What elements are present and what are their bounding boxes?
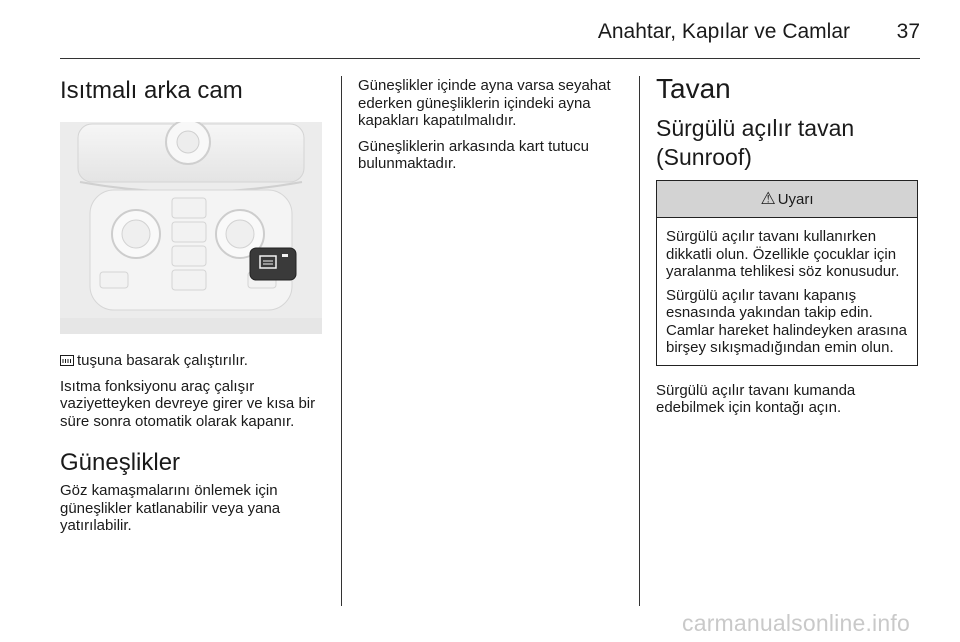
rear-defrost-instruction (60, 352, 324, 370)
warning-title: Uyarı (777, 190, 814, 208)
rear-defrost-text: tuşuna basarak çalıştırılır. (77, 352, 248, 369)
heating-function-text: Isıtma fonksiyonu araç çalışır vaziyetteyken devreye girer ve kısa bir süre sonra otomatik olarak kapanır. (60, 377, 316, 430)
sun-visor-text: Göz kamaşmalarını önlemek için güneşlikler katlanabilir veya yana yatırılabilir. (60, 482, 281, 534)
rear-window-defrost-icon (60, 355, 74, 366)
page-number: 37 (896, 20, 920, 43)
column-divider-2 (639, 76, 640, 606)
card-holder-text: Güneşliklerin arkasında kart tutucu bulunmaktadır. (358, 137, 589, 172)
column-1 (60, 70, 324, 535)
column-2 (358, 77, 620, 173)
watermark: carmanualsonline.info (682, 610, 910, 636)
console-illustration (60, 122, 322, 334)
warning-body (657, 218, 917, 365)
warning-text-1: Sürgülü açılır tavanı kullanırken dikkatli olun. Özellikle çocuklar için yaralanma tehlikesi söz konusudur. (666, 228, 900, 280)
column-divider-1 (341, 76, 342, 606)
header-rule (60, 58, 920, 59)
warning-header (657, 181, 917, 218)
section-heading-roof: Tavan (656, 73, 731, 104)
warning-triangle-icon: ⚠ (760, 189, 776, 208)
console-figure (60, 122, 322, 334)
subheading-sunroof: Sürgülü açılır tavan (Sunroof) (656, 115, 855, 170)
header-title: Anahtar, Kapılar ve Camlar (597, 20, 850, 43)
visor-mirror-text: Güneşlikler içinde ayna varsa seyahat ederken güneşliklerin içindeki ayna kapakları kapatılmalıdır. (358, 77, 611, 129)
sunroof-ignition-text: Sürgülü açılır tavanı kumanda edebilmek için kontağı açın. (656, 381, 856, 416)
warning-box (656, 180, 918, 366)
warning-text-2: Sürgülü açılır tavanı kapanış esnasında yakından takip edin. Camlar hareket halindeyken arasına birşey sıkışmadığından emin olun. (666, 286, 907, 356)
section-heading-sun-visors: Güneşlikler (60, 449, 181, 476)
section-heading-rear-window: Isıtmalı arka cam (60, 77, 243, 104)
column-3 (656, 72, 920, 417)
